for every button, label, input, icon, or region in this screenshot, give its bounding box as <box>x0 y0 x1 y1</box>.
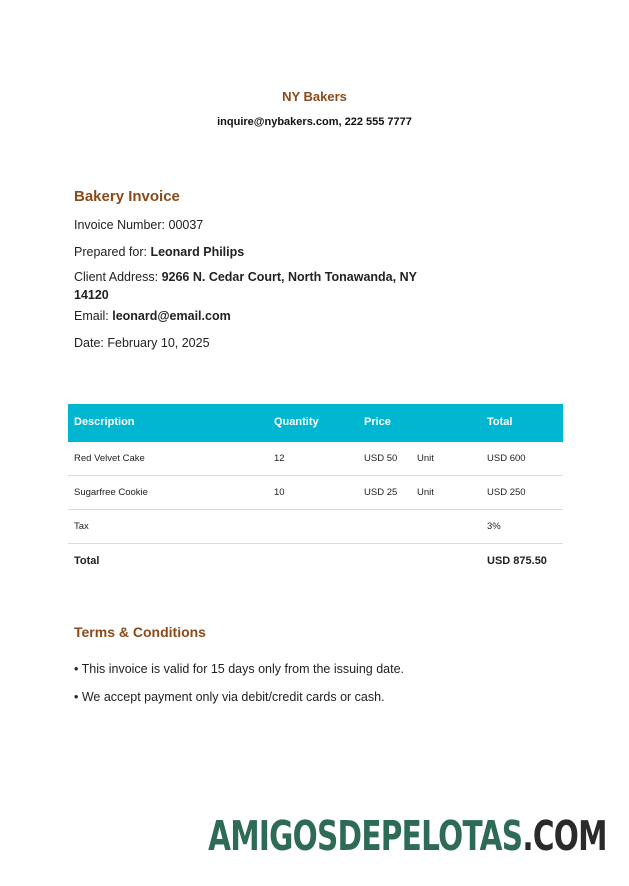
header-description: Description <box>74 416 135 428</box>
watermark-text-suffix: .COM <box>522 812 607 860</box>
row-total: USD 600 <box>487 453 526 464</box>
row-description: Tax <box>74 521 89 532</box>
invoice-number-label: Invoice Number: <box>74 218 166 232</box>
table-total-row <box>68 544 563 577</box>
prepared-for-line <box>74 245 244 259</box>
email-line <box>74 309 231 323</box>
row-total: 3% <box>487 521 501 532</box>
invoice-number-line <box>74 218 203 232</box>
terms-item: • This invoice is valid for 15 days only from the issuing date. <box>74 662 404 676</box>
email-value: leonard@email.com <box>112 309 231 323</box>
header-price: Price <box>364 416 391 428</box>
row-unit: Unit <box>417 453 434 464</box>
table-header <box>68 404 563 442</box>
table-row <box>68 476 563 510</box>
row-description: Red Velvet Cake <box>74 453 145 464</box>
prepared-for-label: Prepared for: <box>74 245 147 259</box>
client-address-label: Client Address: <box>74 270 159 284</box>
invoice-number-value: 00037 <box>168 218 204 232</box>
company-name: NY Bakers <box>282 89 347 104</box>
email-label: Email: <box>74 309 109 323</box>
row-price: USD 50 <box>364 453 398 464</box>
date-label: Date: <box>74 336 104 350</box>
items-table <box>68 404 563 577</box>
watermark-text-main: AMIGOSDEPELOTAS <box>208 812 523 860</box>
row-unit: Unit <box>417 487 434 498</box>
watermark-logo <box>208 812 607 860</box>
row-price: USD 25 <box>364 487 398 498</box>
client-address-value: 9266 N. Cedar Court, North Tonawanda, NY 14120 <box>74 270 417 302</box>
row-description: Sugarfree Cookie <box>74 487 148 498</box>
row-quantity: 12 <box>274 453 285 464</box>
client-address-line <box>74 268 454 304</box>
table-row <box>68 510 563 544</box>
header-quantity: Quantity <box>274 416 319 428</box>
total-label: Total <box>74 555 100 567</box>
total-value: USD 875.50 <box>487 555 547 567</box>
date-line <box>74 336 210 350</box>
terms-title: Terms & Conditions <box>74 624 206 640</box>
invoice-title: Bakery Invoice <box>74 188 180 205</box>
prepared-for-value: Leonard Philips <box>150 245 245 259</box>
row-total: USD 250 <box>487 487 526 498</box>
date-value: February 10, 2025 <box>107 336 210 350</box>
row-quantity: 10 <box>274 487 285 498</box>
table-row <box>68 442 563 476</box>
company-contact: inquire@nybakers.com, 222 555 7777 <box>217 116 412 128</box>
header-total: Total <box>487 416 513 428</box>
terms-item: • We accept payment only via debit/credit cards or cash. <box>74 690 385 704</box>
